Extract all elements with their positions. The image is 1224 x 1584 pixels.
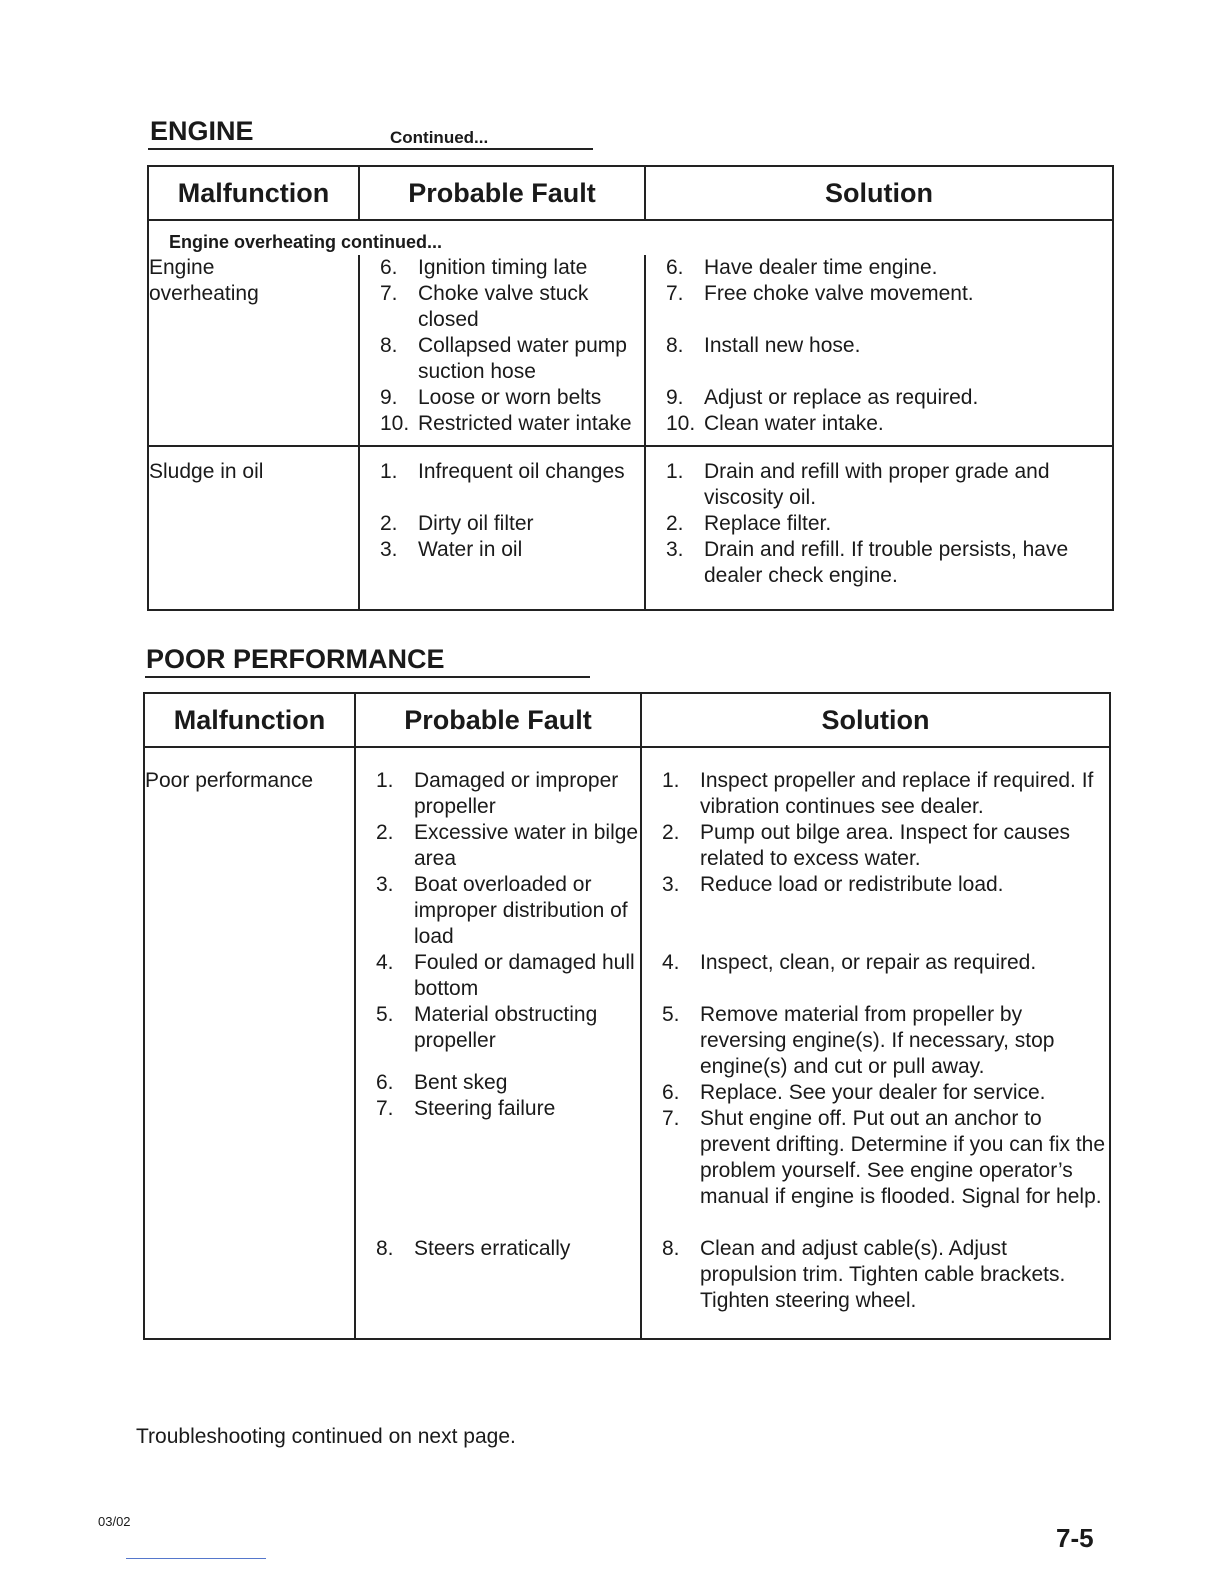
solution-item: 4. Inspect, clean, or repair as required. xyxy=(662,951,1037,974)
engine-title-rule xyxy=(148,148,593,150)
page-number: 7-5 xyxy=(1056,1523,1094,1553)
fault-item: 9. Loose or worn belts xyxy=(380,386,602,409)
solution-item: 2. Replace filter. xyxy=(666,512,832,535)
fault-item: 2. Excessive water in bilge area xyxy=(376,821,639,870)
fault-item: 7. Choke valve stuck closed xyxy=(380,282,589,331)
performance-troubleshooting-table xyxy=(143,692,1111,1340)
performance-header-fault: Probable Fault xyxy=(355,693,641,747)
fault-item: 10. Restricted water intake xyxy=(380,412,632,435)
footer-blue-line xyxy=(126,1558,266,1559)
engine-subheading: Engine overheating continued... xyxy=(169,232,443,252)
performance-section-title: POOR PERFORMANCE xyxy=(146,644,445,674)
fault-item: 6. Ignition timing late xyxy=(380,256,588,279)
fault-item: 1. Damaged or improper propeller xyxy=(376,769,619,818)
performance-title-rule xyxy=(145,676,590,678)
fault-item: 4. Fouled or damaged hull bottom xyxy=(376,951,635,1000)
engine-row-malfunction: Engine overheating xyxy=(149,256,259,305)
fault-item: 6. Bent skeg xyxy=(376,1071,508,1094)
performance-row-malfunction: Poor performance xyxy=(145,769,314,792)
revision-date: 03/02 xyxy=(98,1514,131,1529)
solution-item: 6. Replace. See your dealer for service. xyxy=(662,1081,1046,1104)
solution-item: 5. Remove material from propeller by reversing engine(s). If necessary, stop engine(s) and cut or pull away. xyxy=(662,1003,1055,1078)
solution-item: 7. Free choke valve movement. xyxy=(666,282,974,305)
fault-item: 1. Infrequent oil changes xyxy=(380,460,625,483)
engine-section-title: ENGINE xyxy=(150,116,254,146)
performance-header-solution: Solution xyxy=(641,693,1110,747)
solution-item: 1. Drain and refill with proper grade and viscosity oil. xyxy=(666,460,1050,509)
solution-item: 2. Pump out bilge area. Inspect for causes related to excess water. xyxy=(662,821,1071,870)
sludge-row-malfunction: Sludge in oil xyxy=(149,460,264,483)
fault-item: 5. Material obstructing propeller xyxy=(376,1003,598,1052)
fault-item: 3. Water in oil xyxy=(380,538,523,561)
engine-header-fault: Probable Fault xyxy=(359,166,645,220)
fault-item: 8. Steers erratically xyxy=(376,1237,571,1260)
solution-item: 6. Have dealer time engine. xyxy=(666,256,938,279)
fault-item: 8. Collapsed water pump suction hose xyxy=(380,334,627,383)
solution-item: 10. Clean water intake. xyxy=(666,412,884,435)
solution-item: 8. Clean and adjust cable(s). Adjust propulsion trim. Tighten cable brackets. Tighten steering wheel. xyxy=(662,1237,1066,1312)
continued-note: Troubleshooting continued on next page. xyxy=(136,1425,516,1448)
engine-troubleshooting-table xyxy=(147,165,1114,611)
engine-header-malfunction: Malfunction xyxy=(148,166,359,220)
engine-continued-label: Continued... xyxy=(390,128,489,147)
engine-header-solution: Solution xyxy=(645,166,1113,220)
solution-item: 9. Adjust or replace as required. xyxy=(666,386,979,409)
fault-item: 2. Dirty oil filter xyxy=(380,512,534,535)
fault-item: 7. Steering failure xyxy=(376,1097,556,1120)
performance-header-malfunction: Malfunction xyxy=(144,693,355,747)
solution-item: 3. Reduce load or redistribute load. xyxy=(662,873,1004,896)
solution-item: 1. Inspect propeller and replace if required. If vibration continues see dealer. xyxy=(662,769,1094,818)
fault-item: 3. Boat overloaded or improper distribution of load xyxy=(376,873,628,948)
solution-item: 7. Shut engine off. Put out an anchor to prevent drifting. Determine if you can fix the problem yourself. See engine operator’s manual if engine is flooded. Signal for help. xyxy=(662,1107,1106,1208)
solution-item: 8. Install new hose. xyxy=(666,334,861,357)
solution-item: 3. Drain and refill. If trouble persists, have dealer check engine. xyxy=(666,538,1069,587)
